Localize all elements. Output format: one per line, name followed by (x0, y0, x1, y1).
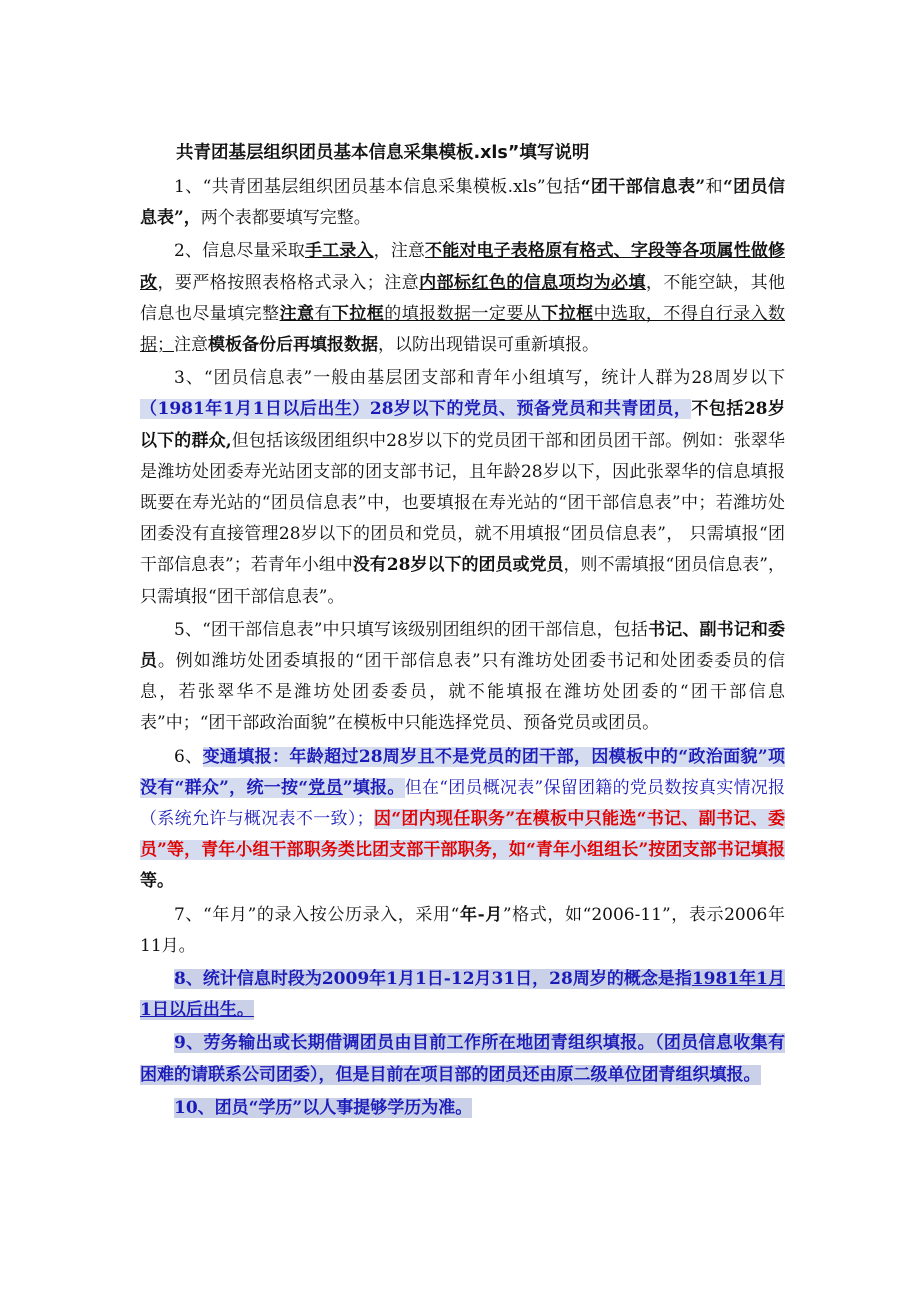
p7-year-month-format: 年-月 (459, 904, 503, 925)
document-page (140, 140, 785, 1126)
p2-text-e: ，要严格按照表格格式录入；注意 (157, 272, 420, 293)
p5-text-c: 。例如潍坊处团委填报的“团干部信息表”只有潍坊处团委书记和处团委委员的信息，若张翠华不是潍坊处团委委员，就不能填报在潍坊处团委的“团干部信息表”中；“团干部政治面貌”在模板中只能选择党员、预备党员或团员。 (140, 651, 785, 734)
p2-text-k: 的填报数据一定要从 (384, 303, 542, 324)
p2-text-m: 中选取，不得自行录入数据； (140, 303, 786, 356)
p3-highlight-age-range: （1981年1月1日以后出生）28岁以下的党员、预备党员和共青团员， (140, 399, 692, 420)
p3-text-f: ，则不需填报“团员信息表”，只需填报“团干部信息表”。 (140, 555, 785, 607)
p1-text-a: 1、“共青团基层组织团员基本信息采集模板.xls”包括 (174, 177, 581, 197)
p2-text-p: ，以防出现错误可重新填报。 (378, 335, 599, 356)
paragraph-6 (140, 742, 785, 898)
paragraph-1 (140, 172, 785, 234)
paragraph-5 (140, 615, 785, 740)
p3-text-a: 3、“团员信息表”一般由基层团支部和青年小组填写，统计人群为28周岁以下 (174, 368, 785, 389)
p7-text-a: 7、“年月”的录入按公历录入，采用“ (174, 904, 460, 925)
paragraph-10 (140, 1093, 785, 1124)
p1-bold-member-table: “团员信息表”， (140, 177, 786, 229)
p2-text-c: ，注意 (373, 241, 426, 262)
p2-text-g: ，不能空缺，其他信息也尽量填完整 (140, 272, 786, 324)
p6-text-a: 6、 (174, 746, 203, 767)
p2-no-modify-format: 不能对电子表格原有格式、字段等各项属性做修改 (140, 241, 786, 293)
paragraph-7 (140, 900, 785, 962)
p5-bold-positions: 书记、副书记和委员 (140, 619, 785, 672)
p7-text-c: ”格式，如“2006-11”，表示2006年11月。 (140, 904, 785, 956)
p1-text-c: 和 (705, 177, 723, 197)
p3-no-members: 没有28岁以下的团员或党员 (352, 555, 564, 576)
p6-red-positions: 因“团内现任职务”在模板中只能选“书记、副书记、委员”等，青年小组干部职务类比团支部干部职务，如“青年小组组长”按团支部书记填报 (140, 809, 786, 861)
p6-flexible-filing: 变通填报：年龄超过28周岁且不是党员的团干部，因模板中的“政治面貌”项没有“群众”，统一按“ (140, 746, 785, 798)
p2-backup-template: 模板备份后再填报数据 (208, 335, 378, 356)
p5-text-a: 5、“团干部信息表”中只填写该级别团组织的团干部信息，包括 (174, 619, 649, 640)
p9-text-a: 9、劳务输出或长期借调团员由目前工作所在地团青组织填报。（团员信息收集有困难的请联系公司团委），但是目前在项目部的团员还由原二级单位团青组织填报。 (140, 1033, 785, 1085)
p1-text-e: 两个表都要填写完整。 (200, 208, 371, 229)
p2-note-1: 注意 (279, 303, 315, 324)
paragraph-2 (140, 236, 785, 361)
p2-dropdown-1: 下拉框 (331, 303, 385, 324)
p6-text-d: ”填报。 (342, 777, 405, 798)
paragraph-8 (140, 964, 785, 1026)
p6-overview-note: 但在“团员概况表”保留团籍的党员数按真实情况报（系统允许与概况表不一致）； (140, 777, 785, 830)
paragraph-3 (140, 363, 785, 613)
p2-dropdown-2: 下拉框 (541, 303, 594, 324)
p2-red-required: 内部标红色的信息项均为必填 (419, 272, 646, 293)
p6-party-member: 党员 (308, 777, 343, 798)
paragraph-9 (140, 1028, 785, 1090)
p8-birth-date: 1981年1月1日以后出生。 (140, 969, 785, 1021)
document-title: 共青团基层组织团员基本信息采集模板.xls”填写说明 (176, 143, 590, 163)
p2-manual-entry: 手工录入 (305, 241, 374, 262)
p8-text-a: 8、统计信息时段为2009年1月1日-12月31日，28周岁的概念是指 (174, 969, 692, 990)
p2-note-2: 注意 (174, 335, 208, 356)
p2-text-a: 2、信息尽量采取 (174, 241, 305, 262)
p6-text-g: 等。 (140, 871, 174, 892)
p10-text-a: 10、团员“学历”以人事提够学历为准。 (174, 1097, 473, 1118)
p3-text-d: 但包括该级团组织中28岁以下的党员团干部和团员团干部。例如：张翠华是潍坊处团委寿光站团支部的团支部书记，且年龄28岁以下，因此张翠华的信息填报既要在寿光站的“团员信息表”中，也要填报在寿光站的“团干部信息表”中；若潍坊处团委没有直接管理28岁以下的团员和党员，就不用填报“团员信息表”， 只需填报“团干部信息表”；若青年小组中 (140, 430, 785, 576)
p1-bold-cadre-table: “团干部信息表” (580, 177, 706, 197)
p3-exclude-masses: 不包括28岁以下的群众, (140, 399, 785, 451)
p2-text-i: 有 (314, 303, 332, 324)
